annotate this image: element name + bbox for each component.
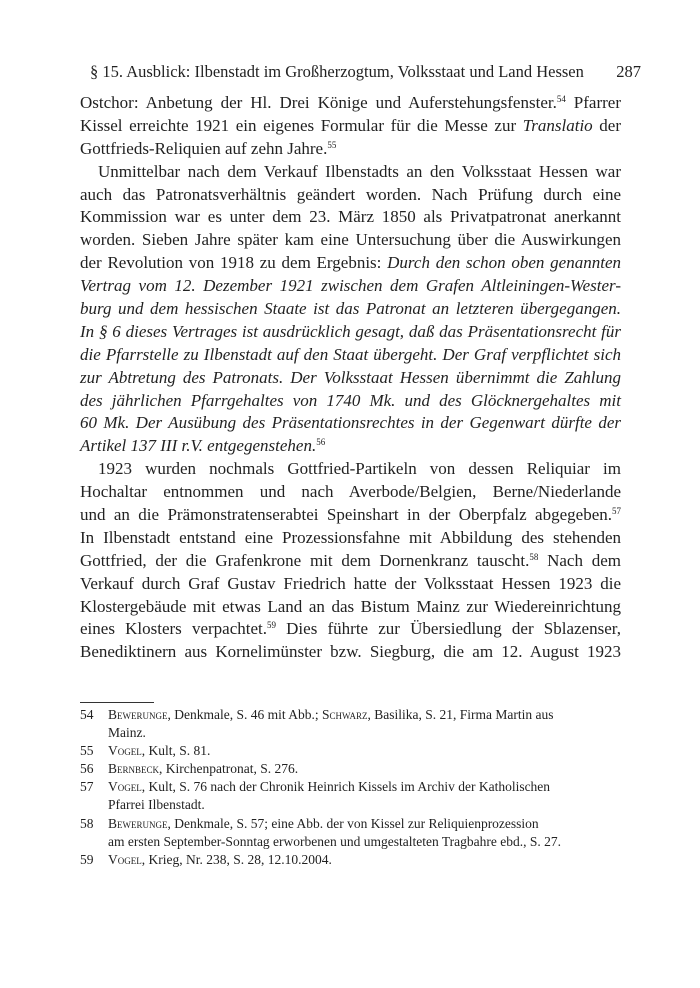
text-line: [80, 138, 621, 161]
footnote-line: [108, 706, 621, 724]
text-run: eines Klosters verpachtet.: [80, 619, 267, 639]
text-line: [80, 252, 621, 275]
footnote-number: 54: [80, 707, 94, 722]
text-run: , Krieg, Nr. 238, S. 28, 12.10.2004.: [141, 851, 332, 867]
text-run: In Ilbenstadt entstand eine Prozessionsfahne mit Abbildung des stehenden: [80, 527, 621, 547]
footnote-line: [108, 778, 621, 796]
text-run: worden. Sieben Jahre später kam eine Untersuchung über die Auswirkungen: [80, 230, 621, 250]
text-line: [80, 596, 621, 619]
author-name: Vogel: [108, 851, 142, 867]
footnote-line: [108, 742, 621, 760]
footnote-line: [108, 796, 621, 814]
italic-text: des jährlichen Pfarrgehaltes von 1740 Mk. und des Glöcknergehaltes mit: [80, 390, 621, 410]
text-run: Kissel erreichte 1921 ein eigenes Formular für die Messe zur: [80, 115, 523, 135]
text-run: , Denkmale, S. 46 mit Abb.;: [167, 707, 322, 722]
text-line: [80, 435, 621, 458]
footnote-line: [108, 833, 621, 851]
author-name: Vogel: [108, 743, 142, 759]
footnote: [80, 760, 621, 778]
footnote-ref: 56: [316, 437, 326, 448]
author-name: Vogel: [108, 779, 142, 795]
italic-text: Vertrag vom 12. Dezember 1921 zwischen dem Grafen Altleiningen-Wester-: [80, 276, 621, 296]
text-line: [80, 344, 621, 367]
text-run: Pfarrei Ilbenstadt.: [108, 797, 205, 813]
text-line: [80, 458, 621, 481]
text-run: Verkauf durch Graf Gustav Friedrich hatte der Volksstaat Hessen 1923 die: [80, 573, 621, 593]
footnote-rule: [80, 702, 154, 703]
footnote: [80, 742, 621, 760]
italic-text: 60 Mk. Der Ausübung des Präsentationsrechtes in der Gegenwart dürfte der: [80, 413, 621, 433]
page-number: 287: [616, 62, 641, 81]
footnote: [80, 815, 621, 851]
italic-text: burg und dem hessischen Staate ist das Patronat an letzteren übergegangen.: [80, 299, 621, 319]
text-line: [80, 367, 621, 390]
text-line: [80, 115, 621, 138]
footnotes: [80, 706, 621, 869]
footnote-number: 56: [80, 761, 94, 777]
footnote: [80, 851, 621, 869]
text-line: [80, 161, 621, 184]
text-line: [80, 527, 621, 550]
text-run: Klostergebäude mit etwas Land an das Bistum Mainz zur Wiedereinrichtung: [80, 596, 621, 616]
text-run: Nach dem: [538, 550, 622, 570]
footnote-line: [108, 760, 621, 778]
text-run: Gottfried, der die Grafenkrone mit dem Dornenkranz tauscht.: [80, 550, 530, 570]
italic-text: Durch den schon oben genannten: [387, 253, 621, 273]
footnote-ref: 58: [529, 551, 539, 562]
text-run: Benediktinern aus Kornelimünster bzw. Siegburg, die am 12. August 1923: [80, 642, 621, 662]
text-line: [80, 92, 621, 115]
author-name: Bernbeck: [108, 761, 160, 777]
footnote-number: 59: [80, 851, 94, 867]
footnote-ref: 59: [266, 620, 276, 631]
text-run: Hochaltar entnommen und nach Averbode/Belgien, Berne/Niederlande: [80, 482, 621, 502]
footnote-ref: 55: [327, 139, 337, 150]
footnote-number: 58: [80, 815, 94, 831]
text-run: , Denkmale, S. 57; eine Abb. der von Kissel zur Reliquienprozession: [167, 815, 539, 831]
text-line: [80, 298, 621, 321]
italic-text: die Pfarrstelle zu Ilbenstadt auf den Staat übergeht. Der Graf verpflichtet sich: [80, 344, 621, 364]
text-line: [80, 573, 621, 596]
text-run: , Kult, S. 76 nach der Chronik Heinrich Kissels im Archiv der Katholischen: [141, 779, 551, 795]
text-run: Gottfrieds-Reliquien auf zehn Jahre.: [80, 138, 328, 158]
text-run: der: [592, 115, 621, 135]
running-head: § 15. Ausblick: Ilbenstadt im Großherzogtum, Volksstaat und Land Hessen: [90, 62, 584, 81]
text-line: [80, 641, 621, 664]
footnote-number: 55: [80, 743, 94, 759]
text-line: [80, 618, 621, 641]
text-run: Unmittelbar nach dem Verkauf Ilbenstadts an den Volksstaat Hessen war: [98, 161, 621, 181]
text-line: [80, 481, 621, 504]
text-run: , Kult, S. 81.: [141, 743, 211, 759]
footnote-line: [108, 815, 621, 833]
text-line: [80, 504, 621, 527]
text-run: Mainz.: [108, 725, 146, 741]
text-run: Dies führte zur Übersiedlung der Sblazenser,: [275, 619, 621, 639]
text-line: [80, 206, 621, 229]
text-run: und an die Prämonstratenserabtei Speinshart in der Oberpfalz abgegeben.: [80, 505, 612, 525]
text-run: der Revolution von 1918 zu dem Ergebnis:: [80, 253, 388, 273]
text-line: [80, 275, 621, 298]
author-name: Schwarz: [322, 707, 368, 722]
text-run: 1923 wurden nochmals Gottfried-Partikeln von dessen Reliquiar im: [98, 459, 621, 479]
footnote: [80, 778, 621, 814]
author-name: Bewerunge: [108, 707, 168, 722]
text-run: am ersten September-Sonntag erworbenen und umgestalteten Tragbahre ebd., S. 27.: [108, 833, 561, 849]
footnote-ref: 57: [612, 506, 621, 517]
text-run: , Basilika, S. 21, Firma Martin aus: [367, 707, 554, 722]
italic-text: zur Abtretung des Patronats. Der Volksstaat Hessen übernimmt die Zahlung: [80, 367, 621, 387]
footnote-ref: 54: [556, 94, 566, 104]
body-text: [80, 92, 621, 664]
text-run: Kommission war es unter dem 23. März 1850 als Privatpatronat anerkannt: [80, 207, 621, 227]
text-line: [80, 321, 621, 344]
italic-text: In § 6 dieses Vertrages ist ausdrücklich gesagt, daß das Präsentationsrecht für: [80, 321, 621, 341]
text-line: [80, 390, 621, 413]
text-run: auch das Patronatsverhältnis geändert worden. Nach Prüfung durch eine: [80, 184, 621, 204]
text-line: [80, 550, 621, 573]
text-line: [80, 412, 621, 435]
italic-text: Artikel 137 III r.V. entgegenstehen.: [80, 436, 317, 456]
footnote-line: [108, 851, 621, 869]
text-run: Pfarrer: [565, 93, 621, 112]
italic-text: Translatio: [522, 115, 593, 135]
footnote-line: [108, 724, 621, 742]
text-run: Ostchor: Anbetung der Hl. Drei Könige und Auferstehungsfenster.: [80, 93, 557, 112]
footnote-number: 57: [80, 779, 94, 795]
author-name: Bewerunge: [108, 815, 168, 831]
footnote: [80, 706, 621, 742]
text-run: , Kirchenpatronat, S. 276.: [159, 761, 299, 777]
text-line: [80, 229, 621, 252]
text-line: [80, 184, 621, 207]
